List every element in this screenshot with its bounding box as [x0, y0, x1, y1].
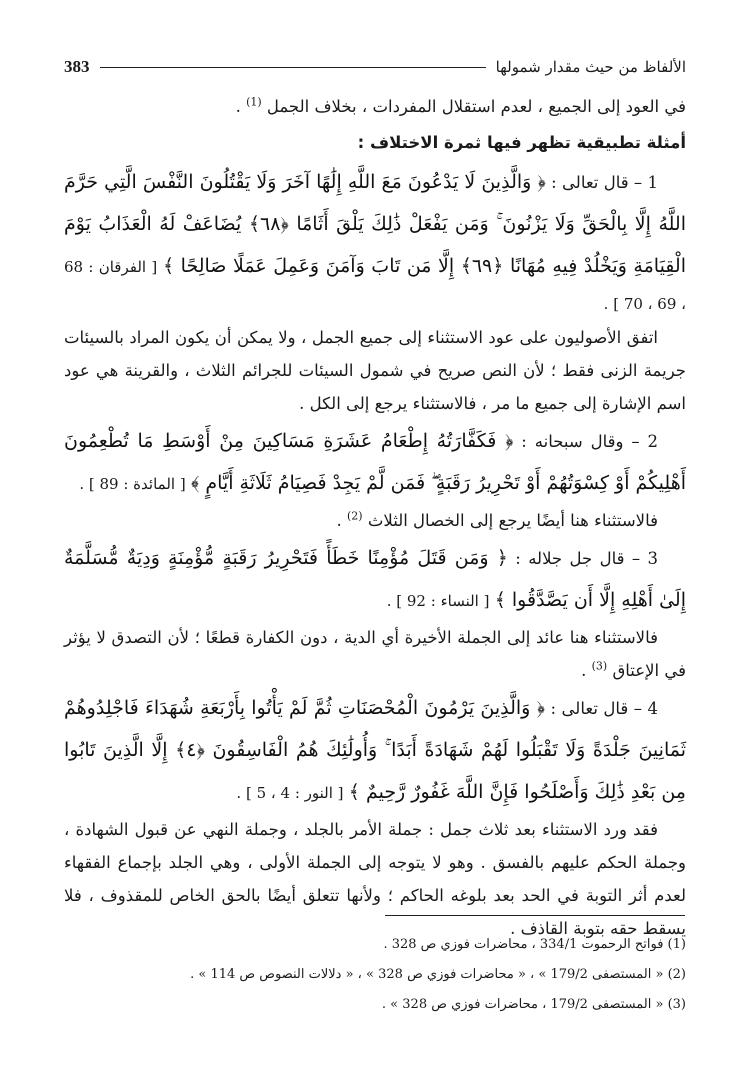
verse-reference: [ الفرقان : 68 ، 69 ، 70 ] . — [64, 258, 686, 313]
verse-reference: [ النساء : 92 ] . — [386, 592, 490, 610]
footnote-marker: (2) — [347, 509, 363, 523]
section-heading: أمثلة تطبيقية تظهر فيها ثمرة الاختلاف : — [357, 133, 686, 152]
example-2-commentary — [64, 504, 686, 537]
quran-verse: ﴿ وَالَّذِينَ لَا يَدْعُونَ مَعَ اللَّهِ إِلَٰهًا آخَرَ وَلَا يَقْتُلُونَ النَّفْسَ الَّتِي حَرَّمَ اللَّهُ إِلَّا بِالْحَقِّ وَلَا يَزْنُونَ ۚ وَمَن يَفْعَلْ ذَٰلِكَ يَلْقَ أَثَامًا ﴿٦٨﴾ يُضَاعَفْ لَهُ الْعَذَابُ يَوْمَ الْقِيَامَةِ وَيَخْلُدْ فِيهِ مُهَانًا ﴿٦٩﴾ إِلَّا مَن تَابَ وَآمَنَ وَعَمِلَ عَمَلًا صَالِحًا ﴾ — [64, 171, 686, 277]
header-rule — [100, 67, 486, 68]
example-intro: 3 – قال جل جلاله : — [507, 549, 659, 568]
footnote-1: (1) فواتح الرحموت 334/1 ، محاضرات فوزي ص 328 . — [383, 937, 686, 952]
example-3-commentary — [64, 621, 686, 687]
paragraph-end: . — [581, 661, 592, 680]
verse-reference: [ النور : 4 ، 5 ] . — [236, 784, 344, 802]
paragraph-end: . — [235, 97, 247, 116]
example-3 — [64, 537, 686, 621]
paragraph-intro — [64, 90, 686, 123]
example-4-commentary: فقد ورد الاستثناء بعد ثلاث جمل : جملة الأمر بالجلد ، وجملة النهي عن قبول الشهادة ، وجملة الحكم عليهم بالفسق . وهو لا يتوجه إلى الجملة الأولى ، وهي الجلد بإجماع الفقهاء لعدم أثر التوبة في الحد بعد بلوغه الحاكم ؛ ولأنها تتعلق أيضًا بالحق الخاص للمقذوف ، فلا يسقط حقه بتوبة القاذف . — [64, 820, 686, 938]
verse-reference: [ المائدة : 89 ] . — [79, 475, 186, 493]
paragraph-end: . — [336, 511, 347, 530]
example-4 — [64, 687, 686, 813]
example-intro: 4 – قال تعالى : — [545, 699, 658, 718]
example-1 — [64, 161, 686, 321]
running-title: الألفاظ من حيث مقدار شمولها — [495, 58, 686, 76]
example-1-commentary: اتفق الأصوليون على عود الاستثناء إلى جميع الجمل ، ولا يمكن أن يكون المراد بالسيئات جريمة الزنى فقط ؛ لأن النص صريح في شمول السيئات للجرائم الثلاث ، والقرينة هي عود اسم الإشارة إلى جميع ما مر ، فالاستثناء يرجع إلى الكل . — [64, 328, 686, 413]
footnote-marker: (1) — [246, 95, 262, 109]
paragraph-text: فالاستثناء هنا أيضًا يرجع إلى الخصال الثلاث — [362, 511, 658, 530]
footnote-marker: (3) — [591, 659, 608, 673]
example-2 — [64, 420, 686, 504]
quran-verse: ﴿ فَكَفَّارَتُهُ إِطْعَامُ عَشَرَةِ مَسَاكِينَ مِنْ أَوْسَطِ مَا تُطْعِمُونَ أَهْلِيكُمْ أَوْ كِسْوَتُهُمْ أَوْ تَحْرِيرُ رَقَبَةٍ ۖ فَمَن لَّمْ يَجِدْ فَصِيَامُ ثَلَاثَةِ أَيَّامٍ ﴾ — [64, 430, 686, 494]
page-body — [64, 90, 686, 945]
paragraph-text: فالاستثناء هنا عائد إلى الجملة الأخيرة أي الدية ، دون الكفارة قطعًا ؛ لأن التصدق لا يؤثر في الإعتاق — [64, 628, 686, 680]
paragraph-text: في العود إلى الجميع ، لعدم استقلال المفردات ، بخلاف الجمل — [261, 97, 686, 116]
example-intro: 2 – وقال سبحانه : — [513, 432, 659, 451]
footnote-2: (2) « المستصفى 179/2 » ، « محاضرات فوزي ص 328 » ، « دلالات النصوص ص 114 » . — [190, 967, 686, 982]
footnote-separator — [385, 915, 685, 916]
footnote-3: (3) « المستصفى 179/2 ، محاضرات فوزي ص 328 » . — [381, 997, 686, 1012]
quran-verse: ﴿ وَمَن قَتَلَ مُؤْمِنًا خَطَأً فَتَحْرِيرُ رَقَبَةٍ مُّؤْمِنَةٍ وَدِيَةٌ مُّسَلَّمَةٌ إِلَىٰ أَهْلِهِ إِلَّا أَن يَصَّدَّقُوا ﴾ — [64, 547, 686, 611]
footnotes — [64, 930, 686, 1020]
page-number: 383 — [64, 57, 90, 76]
quran-verse: ﴿ وَالَّذِينَ يَرْمُونَ الْمُحْصَنَاتِ ثُمَّ لَمْ يَأْتُوا بِأَرْبَعَةِ شُهَدَاءَ فَاجْلِدُوهُمْ ثَمَانِينَ جَلْدَةً وَلَا تَقْبَلُوا لَهُمْ شَهَادَةً أَبَدًا ۚ وَأُولَٰئِكَ هُمُ الْفَاسِقُونَ ﴿٤﴾ إِلَّا الَّذِينَ تَابُوا مِن بَعْدِ ذَٰلِكَ وَأَصْلَحُوا فَإِنَّ اللَّهَ غَفُورٌ رَّحِيمٌ ﴾ — [64, 697, 687, 803]
example-intro: 1 – قال تعالى : — [545, 173, 658, 192]
running-header — [64, 52, 686, 82]
